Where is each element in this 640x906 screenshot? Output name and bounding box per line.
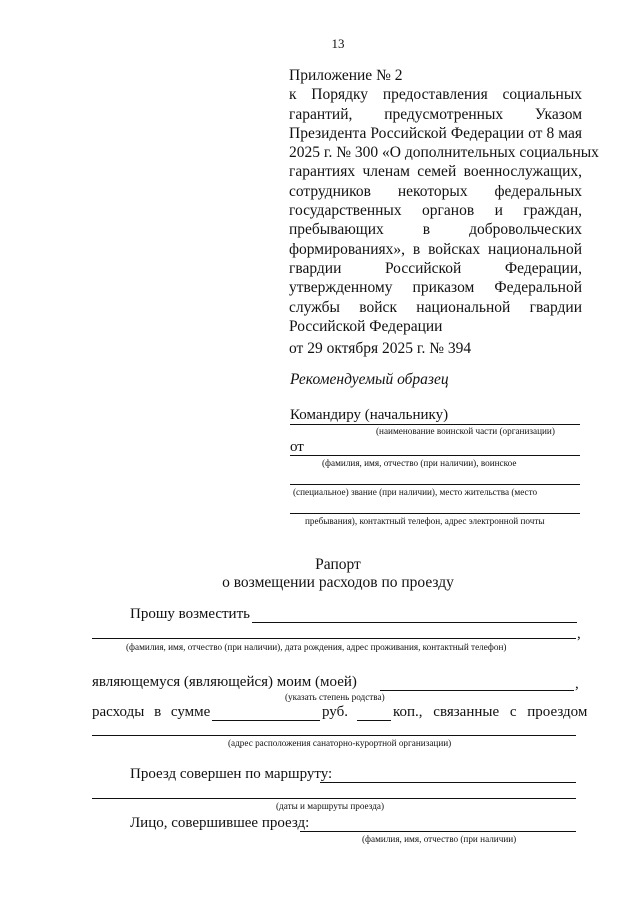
appendix-line: пребывающих в добровольческих	[289, 221, 582, 239]
addressee-rank-line[interactable]	[290, 484, 580, 485]
addressee-stay-line[interactable]	[290, 513, 580, 514]
request-label: Прошу возместить	[130, 606, 250, 622]
appendix-line: гарантий, предусмотренных Указом	[289, 105, 582, 123]
appendix-line: утвержденному приказом Федеральной	[289, 279, 582, 297]
document-title: Рапорт	[315, 556, 361, 573]
addressee-from-caption: (фамилия, имя, отчество (при наличии), воинское	[322, 458, 517, 468]
addressee-to-caption: (наименование воинской части (организации)	[376, 426, 555, 436]
addressee-from: от	[290, 439, 304, 455]
appendix-line: гарантиях членам семей военнослужащих,	[289, 163, 582, 181]
document-subtitle: о возмещении расходов по проезду	[222, 574, 454, 591]
person-caption: (фамилия, имя, отчество (при наличии), дата рождения, адрес проживания, контактный телефон)	[126, 642, 507, 652]
appendix-line: Президента Российской Федерации от 8 мая	[289, 124, 582, 142]
relation-label: являющемуся (являющейся) моим (моей)	[92, 674, 357, 690]
person-comma: ,	[577, 626, 581, 642]
request-line[interactable]	[252, 622, 577, 623]
addressee-rank-caption: (специальное) звание (при наличии), место жительства (место	[293, 487, 538, 497]
person-line[interactable]	[92, 638, 576, 639]
relation-comma: ,	[575, 676, 579, 692]
route-caption: (даты и маршруты проезда)	[276, 801, 385, 811]
traveler-line[interactable]	[300, 831, 576, 832]
appendix-line: 2025 г. № 300 «О дополнительных социальных	[289, 144, 599, 162]
addressee-stay-caption: пребывания), контактный телефон, адрес электронной почты	[305, 516, 545, 526]
appendix-line: формированиях», в войсках национальной	[289, 240, 582, 258]
page-number: 13	[331, 36, 345, 51]
appendix-line: службы войск национальной гвардии	[289, 298, 582, 316]
sample-label: Рекомендуемый образец	[290, 371, 449, 388]
amount-kop-line[interactable]	[357, 720, 391, 721]
expenses-label: расходы в сумме	[92, 704, 211, 720]
appendix-line: государственных органов и граждан,	[289, 202, 582, 220]
traveler-label: Лицо, совершившее проезд:	[130, 815, 310, 831]
appendix-line: к Порядку предоставления социальных	[289, 86, 582, 104]
addressee-from-line[interactable]	[290, 455, 580, 456]
relation-line[interactable]	[380, 690, 574, 691]
kop-label: коп., связанные с проездом	[393, 704, 588, 720]
route-label: Проезд совершен по маршруту:	[130, 766, 333, 782]
amount-rub-line[interactable]	[212, 720, 320, 721]
appendix-title: Приложение № 2	[289, 67, 403, 84]
route-line[interactable]	[320, 782, 576, 783]
sanatorium-caption: (адрес расположения санаторно-курортной организации)	[228, 738, 452, 748]
appendix-line: гвардии Российской Федерации,	[289, 259, 582, 277]
appendix-line: Российской Федерации	[289, 317, 443, 335]
appendix-order-date: от 29 октября 2025 г. № 394	[289, 340, 472, 358]
sanatorium-line[interactable]	[92, 735, 576, 736]
traveler-caption: (фамилия, имя, отчество (при наличии)	[362, 834, 517, 844]
appendix-block	[289, 66, 599, 358]
addressee-to-line[interactable]	[290, 424, 580, 425]
addressee-to: Командиру (начальнику)	[290, 407, 449, 423]
appendix-line: сотрудников некоторых федеральных	[289, 182, 582, 200]
route-line-2[interactable]	[92, 798, 576, 799]
relation-caption: (указать степень родства)	[285, 692, 385, 702]
rub-label: руб.	[322, 704, 348, 720]
